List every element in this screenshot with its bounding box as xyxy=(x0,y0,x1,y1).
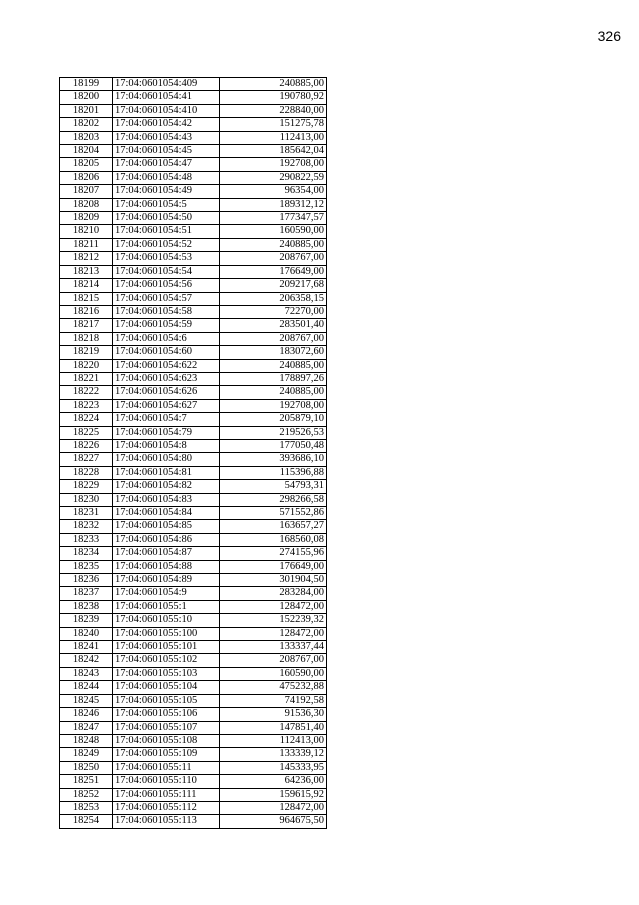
cadastral-number-cell: 17:04:0601055:109 xyxy=(113,748,220,761)
value-cell: 205879,10 xyxy=(220,413,327,426)
row-number-cell: 18220 xyxy=(60,359,113,372)
cadastral-number-cell: 17:04:0601054:627 xyxy=(113,399,220,412)
row-number-cell: 18207 xyxy=(60,185,113,198)
cadastral-number-cell: 17:04:0601055:113 xyxy=(113,815,220,828)
table-row xyxy=(60,145,327,158)
value-cell: 133337,44 xyxy=(220,641,327,654)
cadastral-number-cell: 17:04:0601055:108 xyxy=(113,734,220,747)
row-number-cell: 18238 xyxy=(60,600,113,613)
cadastral-number-cell: 17:04:0601054:6 xyxy=(113,332,220,345)
value-cell: 209217,68 xyxy=(220,279,327,292)
value-cell: 64236,00 xyxy=(220,775,327,788)
row-number-cell: 18235 xyxy=(60,560,113,573)
cadastral-number-cell: 17:04:0601054:623 xyxy=(113,372,220,385)
value-cell: 128472,00 xyxy=(220,801,327,814)
value-cell: 290822,59 xyxy=(220,171,327,184)
value-cell: 219526,53 xyxy=(220,426,327,439)
cadastral-number-cell: 17:04:0601054:49 xyxy=(113,185,220,198)
value-cell: 176649,00 xyxy=(220,560,327,573)
cadastral-number-cell: 17:04:0601054:56 xyxy=(113,279,220,292)
table-row xyxy=(60,439,327,452)
row-number-cell: 18249 xyxy=(60,748,113,761)
cadastral-number-cell: 17:04:0601054:47 xyxy=(113,158,220,171)
table-row xyxy=(60,574,327,587)
value-cell: 159615,92 xyxy=(220,788,327,801)
table-row xyxy=(60,252,327,265)
cadastral-number-cell: 17:04:0601054:80 xyxy=(113,453,220,466)
value-cell: 96354,00 xyxy=(220,185,327,198)
value-cell: 190780,92 xyxy=(220,91,327,104)
cadastral-number-cell: 17:04:0601054:60 xyxy=(113,346,220,359)
value-cell: 128472,00 xyxy=(220,627,327,640)
table-row xyxy=(60,265,327,278)
table-row xyxy=(60,171,327,184)
cadastral-number-cell: 17:04:0601054:58 xyxy=(113,305,220,318)
table-row xyxy=(60,614,327,627)
row-number-cell: 18242 xyxy=(60,654,113,667)
table-row xyxy=(60,493,327,506)
row-number-cell: 18243 xyxy=(60,667,113,680)
cadastral-number-cell: 17:04:0601054:42 xyxy=(113,118,220,131)
value-cell: 177050,48 xyxy=(220,439,327,452)
row-number-cell: 18202 xyxy=(60,118,113,131)
row-number-cell: 18227 xyxy=(60,453,113,466)
cadastral-number-cell: 17:04:0601054:50 xyxy=(113,212,220,225)
table-row xyxy=(60,520,327,533)
value-cell: 54793,31 xyxy=(220,480,327,493)
cadastral-number-cell: 17:04:0601054:43 xyxy=(113,131,220,144)
cadastral-number-cell: 17:04:0601054:86 xyxy=(113,533,220,546)
cadastral-number-cell: 17:04:0601055:100 xyxy=(113,627,220,640)
table-row xyxy=(60,212,327,225)
value-cell: 178897,26 xyxy=(220,372,327,385)
cadastral-number-cell: 17:04:0601055:11 xyxy=(113,761,220,774)
value-cell: 208767,00 xyxy=(220,654,327,667)
value-cell: 163657,27 xyxy=(220,520,327,533)
cadastral-number-cell: 17:04:0601054:41 xyxy=(113,91,220,104)
cadastral-number-cell: 17:04:0601055:101 xyxy=(113,641,220,654)
table-row xyxy=(60,279,327,292)
table-body xyxy=(60,78,327,829)
cadastral-number-cell: 17:04:0601054:59 xyxy=(113,319,220,332)
cadastral-number-cell: 17:04:0601054:84 xyxy=(113,507,220,520)
value-cell: 115396,88 xyxy=(220,466,327,479)
cadastral-number-cell: 17:04:0601054:85 xyxy=(113,520,220,533)
value-cell: 183072,60 xyxy=(220,346,327,359)
row-number-cell: 18212 xyxy=(60,252,113,265)
value-cell: 208767,00 xyxy=(220,252,327,265)
cadastral-number-cell: 17:04:0601054:53 xyxy=(113,252,220,265)
value-cell: 208767,00 xyxy=(220,332,327,345)
cadastral-number-cell: 17:04:0601055:103 xyxy=(113,667,220,680)
row-number-cell: 18201 xyxy=(60,104,113,117)
cadastral-number-cell: 17:04:0601054:52 xyxy=(113,238,220,251)
row-number-cell: 18239 xyxy=(60,614,113,627)
row-number-cell: 18213 xyxy=(60,265,113,278)
value-cell: 240885,00 xyxy=(220,359,327,372)
cadastral-number-cell: 17:04:0601054:89 xyxy=(113,574,220,587)
value-cell: 964675,50 xyxy=(220,815,327,828)
row-number-cell: 18232 xyxy=(60,520,113,533)
table-row xyxy=(60,600,327,613)
value-cell: 91536,30 xyxy=(220,708,327,721)
value-cell: 475232,88 xyxy=(220,681,327,694)
table-row xyxy=(60,708,327,721)
value-cell: 240885,00 xyxy=(220,78,327,91)
table-row xyxy=(60,627,327,640)
row-number-cell: 18218 xyxy=(60,332,113,345)
table-row xyxy=(60,426,327,439)
table-row xyxy=(60,198,327,211)
cadastral-number-cell: 17:04:0601054:51 xyxy=(113,225,220,238)
cadastral-number-cell: 17:04:0601055:102 xyxy=(113,654,220,667)
row-number-cell: 18224 xyxy=(60,413,113,426)
row-number-cell: 18217 xyxy=(60,319,113,332)
row-number-cell: 18219 xyxy=(60,346,113,359)
table-row xyxy=(60,587,327,600)
row-number-cell: 18230 xyxy=(60,493,113,506)
table-row xyxy=(60,721,327,734)
row-number-cell: 18223 xyxy=(60,399,113,412)
table-row xyxy=(60,332,327,345)
value-cell: 298266,58 xyxy=(220,493,327,506)
table-row xyxy=(60,131,327,144)
table-row xyxy=(60,185,327,198)
row-number-cell: 18221 xyxy=(60,372,113,385)
table-row xyxy=(60,238,327,251)
row-number-cell: 18204 xyxy=(60,145,113,158)
value-cell: 176649,00 xyxy=(220,265,327,278)
table-row xyxy=(60,292,327,305)
table-row xyxy=(60,533,327,546)
value-cell: 393686,10 xyxy=(220,453,327,466)
value-cell: 133339,12 xyxy=(220,748,327,761)
table-row xyxy=(60,667,327,680)
cadastral-number-cell: 17:04:0601055:110 xyxy=(113,775,220,788)
table-row xyxy=(60,547,327,560)
row-number-cell: 18208 xyxy=(60,198,113,211)
cadastral-number-cell: 17:04:0601054:82 xyxy=(113,480,220,493)
table-row xyxy=(60,104,327,117)
cadastral-number-cell: 17:04:0601055:1 xyxy=(113,600,220,613)
row-number-cell: 18214 xyxy=(60,279,113,292)
cadastral-number-cell: 17:04:0601055:10 xyxy=(113,614,220,627)
table-row xyxy=(60,78,327,91)
value-cell: 301904,50 xyxy=(220,574,327,587)
row-number-cell: 18216 xyxy=(60,305,113,318)
cadastral-number-cell: 17:04:0601054:626 xyxy=(113,386,220,399)
cadastral-number-cell: 17:04:0601054:9 xyxy=(113,587,220,600)
value-cell: 228840,00 xyxy=(220,104,327,117)
row-number-cell: 18252 xyxy=(60,788,113,801)
cadastral-number-cell: 17:04:0601054:8 xyxy=(113,439,220,452)
value-cell: 185642,04 xyxy=(220,145,327,158)
value-cell: 160590,00 xyxy=(220,225,327,238)
row-number-cell: 18199 xyxy=(60,78,113,91)
cadastral-number-cell: 17:04:0601055:107 xyxy=(113,721,220,734)
row-number-cell: 18237 xyxy=(60,587,113,600)
value-cell: 160590,00 xyxy=(220,667,327,680)
row-number-cell: 18228 xyxy=(60,466,113,479)
value-cell: 274155,96 xyxy=(220,547,327,560)
row-number-cell: 18210 xyxy=(60,225,113,238)
row-number-cell: 18200 xyxy=(60,91,113,104)
value-cell: 72270,00 xyxy=(220,305,327,318)
cadastral-number-cell: 17:04:0601054:54 xyxy=(113,265,220,278)
value-cell: 571552,86 xyxy=(220,507,327,520)
table-row xyxy=(60,118,327,131)
row-number-cell: 18233 xyxy=(60,533,113,546)
table-row xyxy=(60,507,327,520)
table-row xyxy=(60,694,327,707)
value-cell: 112413,00 xyxy=(220,734,327,747)
table-row xyxy=(60,734,327,747)
value-cell: 168560,08 xyxy=(220,533,327,546)
row-number-cell: 18229 xyxy=(60,480,113,493)
row-number-cell: 18236 xyxy=(60,574,113,587)
value-cell: 147851,40 xyxy=(220,721,327,734)
row-number-cell: 18251 xyxy=(60,775,113,788)
cadastral-number-cell: 17:04:0601054:409 xyxy=(113,78,220,91)
table-row xyxy=(60,413,327,426)
row-number-cell: 18205 xyxy=(60,158,113,171)
value-cell: 240885,00 xyxy=(220,386,327,399)
row-number-cell: 18226 xyxy=(60,439,113,452)
value-cell: 206358,15 xyxy=(220,292,327,305)
cadastral-number-cell: 17:04:0601055:104 xyxy=(113,681,220,694)
row-number-cell: 18203 xyxy=(60,131,113,144)
cadastral-number-cell: 17:04:0601054:5 xyxy=(113,198,220,211)
row-number-cell: 18225 xyxy=(60,426,113,439)
cadastral-number-cell: 17:04:0601054:83 xyxy=(113,493,220,506)
cadastral-number-cell: 17:04:0601055:112 xyxy=(113,801,220,814)
table-row xyxy=(60,453,327,466)
table-row xyxy=(60,560,327,573)
row-number-cell: 18247 xyxy=(60,721,113,734)
row-number-cell: 18222 xyxy=(60,386,113,399)
value-cell: 192708,00 xyxy=(220,399,327,412)
table-row xyxy=(60,158,327,171)
table-row xyxy=(60,386,327,399)
page-number: 326 xyxy=(597,28,621,44)
cadastral-number-cell: 17:04:0601054:81 xyxy=(113,466,220,479)
table-row xyxy=(60,480,327,493)
row-number-cell: 18245 xyxy=(60,694,113,707)
row-number-cell: 18209 xyxy=(60,212,113,225)
cadastral-number-cell: 17:04:0601054:622 xyxy=(113,359,220,372)
cadastral-number-cell: 17:04:0601054:88 xyxy=(113,560,220,573)
cadastral-number-cell: 17:04:0601054:87 xyxy=(113,547,220,560)
table-row xyxy=(60,801,327,814)
cadastral-number-cell: 17:04:0601055:106 xyxy=(113,708,220,721)
table-row xyxy=(60,319,327,332)
row-number-cell: 18211 xyxy=(60,238,113,251)
row-number-cell: 18248 xyxy=(60,734,113,747)
cadastral-number-cell: 17:04:0601054:410 xyxy=(113,104,220,117)
value-cell: 74192,58 xyxy=(220,694,327,707)
cadastral-number-cell: 17:04:0601054:79 xyxy=(113,426,220,439)
cadastral-value-table xyxy=(59,77,327,829)
row-number-cell: 18241 xyxy=(60,641,113,654)
row-number-cell: 18254 xyxy=(60,815,113,828)
cadastral-number-cell: 17:04:0601054:7 xyxy=(113,413,220,426)
table-row xyxy=(60,641,327,654)
cadastral-number-cell: 17:04:0601055:111 xyxy=(113,788,220,801)
table-row xyxy=(60,359,327,372)
cadastral-number-cell: 17:04:0601054:57 xyxy=(113,292,220,305)
cadastral-number-cell: 17:04:0601054:48 xyxy=(113,171,220,184)
row-number-cell: 18215 xyxy=(60,292,113,305)
cadastral-number-cell: 17:04:0601055:105 xyxy=(113,694,220,707)
row-number-cell: 18250 xyxy=(60,761,113,774)
table-row xyxy=(60,466,327,479)
value-cell: 151275,78 xyxy=(220,118,327,131)
value-cell: 240885,00 xyxy=(220,238,327,251)
cadastral-number-cell: 17:04:0601054:45 xyxy=(113,145,220,158)
table-row xyxy=(60,748,327,761)
table-row xyxy=(60,681,327,694)
row-number-cell: 18234 xyxy=(60,547,113,560)
table-row xyxy=(60,305,327,318)
value-cell: 112413,00 xyxy=(220,131,327,144)
table-row xyxy=(60,91,327,104)
row-number-cell: 18206 xyxy=(60,171,113,184)
row-number-cell: 18231 xyxy=(60,507,113,520)
table-row xyxy=(60,775,327,788)
value-cell: 283284,00 xyxy=(220,587,327,600)
table-row xyxy=(60,815,327,828)
value-cell: 177347,57 xyxy=(220,212,327,225)
table-row xyxy=(60,346,327,359)
value-cell: 145333,95 xyxy=(220,761,327,774)
table-row xyxy=(60,788,327,801)
value-cell: 152239,32 xyxy=(220,614,327,627)
row-number-cell: 18253 xyxy=(60,801,113,814)
table-row xyxy=(60,225,327,238)
value-cell: 192708,00 xyxy=(220,158,327,171)
value-cell: 189312,12 xyxy=(220,198,327,211)
table-row xyxy=(60,654,327,667)
row-number-cell: 18244 xyxy=(60,681,113,694)
value-cell: 283501,40 xyxy=(220,319,327,332)
row-number-cell: 18240 xyxy=(60,627,113,640)
table-row xyxy=(60,399,327,412)
table-row xyxy=(60,372,327,385)
value-cell: 128472,00 xyxy=(220,600,327,613)
row-number-cell: 18246 xyxy=(60,708,113,721)
table-row xyxy=(60,761,327,774)
